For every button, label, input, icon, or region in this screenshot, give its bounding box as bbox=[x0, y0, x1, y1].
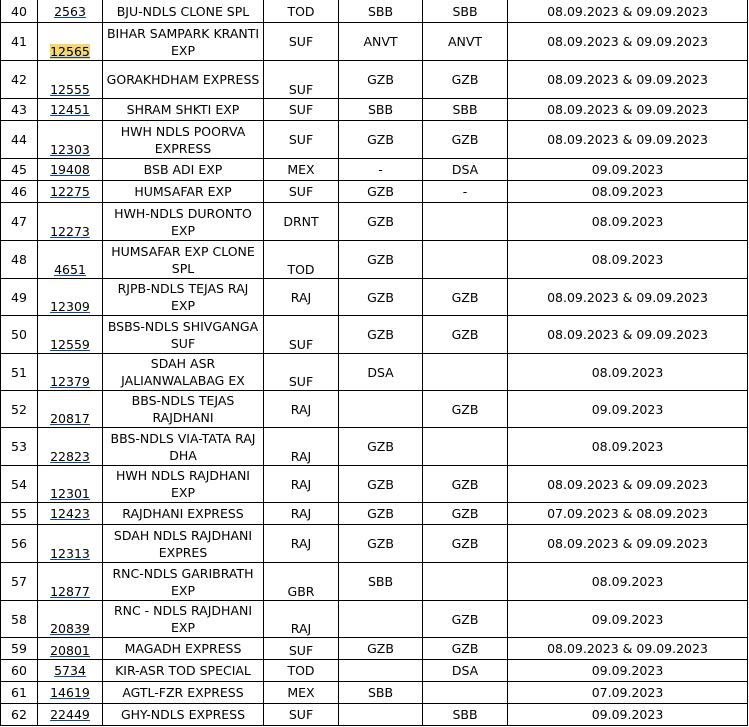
train-number-link[interactable]: 22823 bbox=[50, 449, 90, 464]
table-row bbox=[1, 181, 748, 203]
station-to-cell: GZB bbox=[423, 601, 508, 638]
train-number-cell bbox=[38, 503, 103, 525]
date-cell: 08.09.2023 & 09.09.2023 bbox=[508, 99, 748, 121]
train-number-cell bbox=[38, 391, 103, 428]
table-row bbox=[1, 159, 748, 181]
table-row bbox=[1, 682, 748, 704]
station-to-cell: DSA bbox=[423, 159, 508, 181]
train-name-cell: HWH NDLS POORVA EXPRESS bbox=[103, 121, 264, 159]
station-from-cell: GZB bbox=[339, 279, 423, 316]
train-number-link[interactable]: 12273 bbox=[50, 224, 90, 239]
station-from-cell: GZB bbox=[339, 316, 423, 354]
serial-number-cell: 53 bbox=[1, 428, 38, 466]
train-name-cell: GHY-NDLS EXPRESS bbox=[103, 704, 264, 726]
train-rows bbox=[1, 0, 748, 726]
train-type-cell: TOD bbox=[264, 0, 339, 23]
train-name-cell: BBS-NDLS TEJAS RAJDHANI bbox=[103, 391, 264, 428]
train-number-cell bbox=[38, 428, 103, 466]
table-row bbox=[1, 391, 748, 428]
train-type-cell: SUF bbox=[264, 704, 339, 726]
train-number-cell bbox=[38, 660, 103, 682]
train-type-cell: SUF bbox=[264, 121, 339, 159]
train-number-cell bbox=[38, 0, 103, 23]
table-row bbox=[1, 704, 748, 726]
train-number-link[interactable]: 4651 bbox=[54, 262, 86, 277]
date-cell: 08.09.2023 & 09.09.2023 bbox=[508, 0, 748, 23]
train-name-cell: HUMSAFAR EXP CLONE SPL bbox=[103, 241, 264, 279]
station-to-cell bbox=[423, 203, 508, 241]
train-type-cell: RAJ bbox=[264, 601, 339, 638]
station-from-cell: GZB bbox=[339, 203, 423, 241]
train-name-cell: BBS-NDLS VIA-TATA RAJ DHA bbox=[103, 428, 264, 466]
date-cell: 08.09.2023 & 09.09.2023 bbox=[508, 638, 748, 660]
train-name-cell: AGTL-FZR EXPRESS bbox=[103, 682, 264, 704]
train-number-cell bbox=[38, 638, 103, 660]
train-name-cell: RJPB-NDLS TEJAS RAJ EXP bbox=[103, 279, 264, 316]
train-number-link[interactable]: 12301 bbox=[50, 486, 90, 501]
serial-number-cell: 46 bbox=[1, 181, 38, 203]
serial-number-cell: 49 bbox=[1, 279, 38, 316]
station-to-cell: GZB bbox=[423, 466, 508, 503]
station-from-cell: - bbox=[339, 159, 423, 181]
date-cell: 08.09.2023 bbox=[508, 354, 748, 391]
train-number-cell bbox=[38, 316, 103, 354]
serial-number-cell: 61 bbox=[1, 682, 38, 704]
station-from-cell bbox=[339, 704, 423, 726]
table-row bbox=[1, 0, 748, 23]
station-from-cell: ANVT bbox=[339, 23, 423, 61]
train-number-cell bbox=[38, 279, 103, 316]
train-type-cell: TOD bbox=[264, 660, 339, 682]
serial-number-cell: 52 bbox=[1, 391, 38, 428]
table-row bbox=[1, 428, 748, 466]
train-number-link[interactable]: 12303 bbox=[50, 142, 90, 157]
date-cell: 08.09.2023 bbox=[508, 181, 748, 203]
serial-number-cell: 48 bbox=[1, 241, 38, 279]
train-number-link[interactable]: 12275 bbox=[50, 184, 90, 199]
train-type-cell: SUF bbox=[264, 354, 339, 391]
table-row bbox=[1, 279, 748, 316]
train-name-cell: RAJDHANI EXPRESS bbox=[103, 503, 264, 525]
table-row bbox=[1, 121, 748, 159]
train-type-cell: SUF bbox=[264, 99, 339, 121]
station-to-cell: ANVT bbox=[423, 23, 508, 61]
table-row bbox=[1, 525, 748, 563]
train-name-cell: RNC-NDLS GARIBRATH EXP bbox=[103, 563, 264, 601]
train-number-link[interactable]: 12423 bbox=[50, 506, 90, 521]
train-type-cell: RAJ bbox=[264, 466, 339, 503]
serial-number-cell: 44 bbox=[1, 121, 38, 159]
station-to-cell: GZB bbox=[423, 279, 508, 316]
date-cell: 08.09.2023 bbox=[508, 241, 748, 279]
serial-number-cell: 45 bbox=[1, 159, 38, 181]
station-from-cell: SBB bbox=[339, 682, 423, 704]
station-from-cell: GZB bbox=[339, 466, 423, 503]
train-name-cell: RNC - NDLS RAJDHANI EXP bbox=[103, 601, 264, 638]
serial-number-cell: 50 bbox=[1, 316, 38, 354]
serial-number-cell: 60 bbox=[1, 660, 38, 682]
train-number-cell bbox=[38, 23, 103, 61]
station-from-cell bbox=[339, 601, 423, 638]
serial-number-cell: 57 bbox=[1, 563, 38, 601]
train-name-cell: BIHAR SAMPARK KRANTI EXP bbox=[103, 23, 264, 61]
train-name-cell: KIR-ASR TOD SPECIAL bbox=[103, 660, 264, 682]
table-row bbox=[1, 23, 748, 61]
train-number-link[interactable]: 12559 bbox=[50, 337, 90, 352]
table-row bbox=[1, 354, 748, 391]
station-to-cell: GZB bbox=[423, 638, 508, 660]
station-to-cell: SBB bbox=[423, 704, 508, 726]
serial-number-cell: 43 bbox=[1, 99, 38, 121]
station-to-cell: GZB bbox=[423, 503, 508, 525]
serial-number-cell: 62 bbox=[1, 704, 38, 726]
serial-number-cell: 54 bbox=[1, 466, 38, 503]
date-cell: 08.09.2023 & 09.09.2023 bbox=[508, 466, 748, 503]
station-to-cell: GZB bbox=[423, 61, 508, 99]
station-from-cell: GZB bbox=[339, 638, 423, 660]
station-to-cell: GZB bbox=[423, 525, 508, 563]
train-number-cell bbox=[38, 601, 103, 638]
train-number-cell bbox=[38, 354, 103, 391]
train-number-link[interactable]: 12877 bbox=[50, 584, 90, 599]
station-to-cell bbox=[423, 428, 508, 466]
train-number-cell bbox=[38, 466, 103, 503]
table-row bbox=[1, 316, 748, 354]
station-from-cell: SBB bbox=[339, 0, 423, 23]
train-type-cell: RAJ bbox=[264, 503, 339, 525]
train-number-link[interactable]: 22449 bbox=[50, 707, 90, 722]
train-type-cell: MEX bbox=[264, 159, 339, 181]
date-cell: 08.09.2023 & 09.09.2023 bbox=[508, 121, 748, 159]
train-name-cell: BSBS-NDLS SHIVGANGA SUF bbox=[103, 316, 264, 354]
train-number-link[interactable]: 12451 bbox=[50, 102, 90, 117]
station-from-cell: GZB bbox=[339, 121, 423, 159]
serial-number-cell: 59 bbox=[1, 638, 38, 660]
train-number-cell bbox=[38, 563, 103, 601]
train-name-cell: SHRAM SHKTI EXP bbox=[103, 99, 264, 121]
train-number-link[interactable]: 20801 bbox=[50, 643, 90, 658]
serial-number-cell: 55 bbox=[1, 503, 38, 525]
train-number-link[interactable]: 20839 bbox=[50, 621, 90, 636]
train-name-cell: HUMSAFAR EXP bbox=[103, 181, 264, 203]
date-cell: 08.09.2023 & 09.09.2023 bbox=[508, 279, 748, 316]
station-to-cell: GZB bbox=[423, 391, 508, 428]
serial-number-cell: 40 bbox=[1, 0, 38, 23]
station-from-cell bbox=[339, 660, 423, 682]
train-type-cell: SUF bbox=[264, 181, 339, 203]
train-name-cell: MAGADH EXPRESS bbox=[103, 638, 264, 660]
date-cell: 08.09.2023 & 09.09.2023 bbox=[508, 525, 748, 563]
station-to-cell: SBB bbox=[423, 99, 508, 121]
serial-number-cell: 51 bbox=[1, 354, 38, 391]
station-to-cell: GZB bbox=[423, 121, 508, 159]
table-row bbox=[1, 503, 748, 525]
train-number-cell bbox=[38, 99, 103, 121]
train-number-link[interactable]: 19408 bbox=[50, 162, 90, 177]
table-row bbox=[1, 241, 748, 279]
station-to-cell: - bbox=[423, 181, 508, 203]
station-to-cell: SBB bbox=[423, 0, 508, 23]
station-from-cell: GZB bbox=[339, 525, 423, 563]
station-from-cell: SBB bbox=[339, 99, 423, 121]
table-row bbox=[1, 203, 748, 241]
station-from-cell: GZB bbox=[339, 181, 423, 203]
table-row bbox=[1, 601, 748, 638]
date-cell: 07.09.2023 & 08.09.2023 bbox=[508, 503, 748, 525]
table-row bbox=[1, 61, 748, 99]
train-number-link[interactable]: 20817 bbox=[50, 411, 90, 426]
train-number-cell bbox=[38, 704, 103, 726]
date-cell: 09.09.2023 bbox=[508, 391, 748, 428]
station-to-cell: DSA bbox=[423, 660, 508, 682]
train-name-cell: GORAKHDHAM EXPRESS bbox=[103, 61, 264, 99]
date-cell: 09.09.2023 bbox=[508, 601, 748, 638]
train-name-cell: BJU-NDLS CLONE SPL bbox=[103, 0, 264, 23]
date-cell: 09.09.2023 bbox=[508, 704, 748, 726]
train-type-cell: RAJ bbox=[264, 391, 339, 428]
train-type-cell: SUF bbox=[264, 23, 339, 61]
train-number-cell bbox=[38, 121, 103, 159]
station-from-cell: GZB bbox=[339, 428, 423, 466]
train-type-cell: TOD bbox=[264, 241, 339, 279]
station-to-cell bbox=[423, 682, 508, 704]
train-type-cell: DRNT bbox=[264, 203, 339, 241]
train-number-link[interactable]: 12555 bbox=[50, 82, 90, 97]
train-type-cell: SUF bbox=[264, 316, 339, 354]
serial-number-cell: 47 bbox=[1, 203, 38, 241]
train-number-cell bbox=[38, 61, 103, 99]
train-name-cell: HWH-NDLS DURONTO EXP bbox=[103, 203, 264, 241]
train-number-link[interactable]: 12309 bbox=[50, 299, 90, 314]
station-from-cell: GZB bbox=[339, 241, 423, 279]
train-name-cell: HWH NDLS RAJDHANI EXP bbox=[103, 466, 264, 503]
station-to-cell bbox=[423, 563, 508, 601]
date-cell: 09.09.2023 bbox=[508, 159, 748, 181]
table-row bbox=[1, 638, 748, 660]
station-from-cell: SBB bbox=[339, 563, 423, 601]
train-number-link[interactable]: 12379 bbox=[50, 374, 90, 389]
train-name-cell: SDAH ASR JALIANWALABAG EX bbox=[103, 354, 264, 391]
train-name-cell: BSB ADI EXP bbox=[103, 159, 264, 181]
train-number-link[interactable]: 2563 bbox=[54, 3, 86, 19]
date-cell: 08.09.2023 & 09.09.2023 bbox=[508, 316, 748, 354]
station-from-cell: DSA bbox=[339, 354, 423, 391]
train-number-cell bbox=[38, 181, 103, 203]
table-row bbox=[1, 466, 748, 503]
train-type-cell: MEX bbox=[264, 682, 339, 704]
train-number-cell bbox=[38, 682, 103, 704]
train-type-cell: RAJ bbox=[264, 428, 339, 466]
date-cell: 08.09.2023 bbox=[508, 203, 748, 241]
train-type-cell: RAJ bbox=[264, 525, 339, 563]
train-number-link[interactable]: 14619 bbox=[50, 685, 90, 700]
table-row bbox=[1, 563, 748, 601]
date-cell: 08.09.2023 bbox=[508, 428, 748, 466]
table-row bbox=[1, 660, 748, 682]
train-type-cell: SUF bbox=[264, 61, 339, 99]
train-number-cell bbox=[38, 203, 103, 241]
serial-number-cell: 41 bbox=[1, 23, 38, 61]
serial-number-cell: 58 bbox=[1, 601, 38, 638]
train-number-link[interactable]: 12565 bbox=[50, 44, 90, 59]
date-cell: 08.09.2023 & 09.09.2023 bbox=[508, 23, 748, 61]
station-from-cell bbox=[339, 391, 423, 428]
station-from-cell: GZB bbox=[339, 61, 423, 99]
train-number-cell bbox=[38, 241, 103, 279]
station-to-cell bbox=[423, 241, 508, 279]
train-number-link[interactable]: 5734 bbox=[54, 663, 86, 678]
train-number-cell bbox=[38, 159, 103, 181]
train-type-cell: SUF bbox=[264, 638, 339, 660]
train-number-link[interactable]: 12313 bbox=[50, 546, 90, 561]
station-from-cell: GZB bbox=[339, 503, 423, 525]
serial-number-cell: 56 bbox=[1, 525, 38, 563]
date-cell: 08.09.2023 & 09.09.2023 bbox=[508, 61, 748, 99]
station-to-cell: GZB bbox=[423, 316, 508, 354]
date-cell: 08.09.2023 bbox=[508, 563, 748, 601]
station-to-cell bbox=[423, 354, 508, 391]
table-row bbox=[1, 99, 748, 121]
train-number-cell bbox=[38, 525, 103, 563]
date-cell: 07.09.2023 bbox=[508, 682, 748, 704]
date-cell: 09.09.2023 bbox=[508, 660, 748, 682]
train-type-cell: GBR bbox=[264, 563, 339, 601]
serial-number-cell: 42 bbox=[1, 61, 38, 99]
train-name-cell: SDAH NDLS RAJDHANI EXPRES bbox=[103, 525, 264, 563]
train-type-cell: RAJ bbox=[264, 279, 339, 316]
